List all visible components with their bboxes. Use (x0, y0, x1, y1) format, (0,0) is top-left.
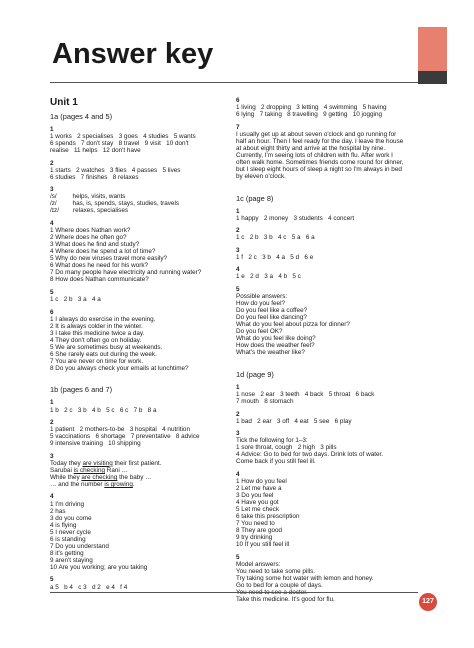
answer-line: 5 We are sometimes busy at weekends. (50, 343, 163, 351)
answer-line: What do you feel about pizza for dinner? (236, 321, 350, 329)
answer-line: at about eight thirty and arrive at the hospital by nine. (236, 144, 386, 152)
section-title: 1a (pages 4 and 5) (50, 112, 113, 121)
answer-line: 3 do you come (50, 514, 92, 522)
exercise (50, 160, 234, 181)
exercise (50, 186, 234, 214)
answer-line: While they are checking the baby … (50, 473, 152, 481)
exercise-number: 3 (50, 452, 54, 460)
underlined-phrase: are checking (81, 473, 118, 481)
exercise-number: 1 (236, 207, 240, 215)
answer-line: 8 They are good (236, 527, 283, 535)
answer-line: You need to take some pills. (236, 567, 316, 575)
answer-line: 7 You are never on time for work. (50, 357, 144, 365)
answer-line: 6 spends 7 don't stay 8 travel 9 visit 10 don't (50, 140, 189, 148)
exercise (50, 289, 234, 303)
exercise-number: 1 (50, 399, 54, 407)
section (50, 112, 234, 385)
exercise-number: 4 (50, 220, 54, 228)
answer-line: 6 studies 7 finishes 8 relaxes (50, 173, 139, 181)
answer-line: 9 try drinking (236, 534, 273, 542)
answer-line: 1 f 2 c 3 b 4 a 5 d 6 e (236, 253, 314, 261)
answer-line: 7 You need to (236, 520, 275, 528)
answer-line: 7 Do you understand (50, 542, 109, 550)
answer-line: 2 Let me have a (236, 484, 282, 492)
answer-line: 1 nose 2 ear 3 teeth 4 back 5 throat 6 back (236, 390, 375, 398)
answer-line: 1 patient 2 mothers-to-be 3 hospital 4 nutrition (50, 426, 190, 434)
answer-line: Currently, I'm seeing lots of children with flu. After work I (236, 151, 393, 159)
answer-line: Today they are visiting their first patient. (50, 459, 162, 467)
answer-line: 5 vaccinations 6 shortage 7 preventative 8 advice (50, 433, 200, 441)
answer-line: /ɪz/ relaxes, specialises (50, 207, 129, 215)
exercise (236, 124, 416, 180)
answer-line: What's the weather like? (236, 349, 305, 357)
exercise-number: 4 (50, 493, 54, 501)
section-spacer (236, 362, 416, 370)
exercise-number: 5 (50, 576, 54, 584)
underlined-phrase: is checking (73, 466, 106, 474)
answer-line: 4 Have you got (236, 499, 279, 507)
answer-line: 1 starts 2 watches 3 flies 4 passes 5 lives (50, 166, 181, 174)
right-column (236, 97, 416, 617)
exercise (50, 126, 234, 154)
answer-line: 7 Do many people have electricity and running water? (50, 269, 202, 277)
answer-line: 9 intensive training 10 shipping (50, 440, 141, 448)
exercise-number: 4 (236, 470, 240, 478)
exercise (236, 471, 416, 549)
answer-line: 8 How does Nathan communicate? (50, 276, 149, 284)
underlined-phrase: are visiting (82, 459, 113, 467)
answer-line: but I sleep eight hours of sleep a night so I'm always in bed (236, 165, 402, 173)
answer-line: 4 They don't often go on holiday. (50, 336, 142, 344)
exercise-number: 3 (236, 246, 240, 254)
answer-line: 9 aren't staying (50, 556, 93, 564)
exercise (50, 419, 234, 447)
exercise (236, 286, 416, 356)
answer-line: by eleven o'clock. (236, 172, 286, 180)
exercise-number: 1 (50, 126, 54, 133)
exercise-number: 3 (50, 186, 54, 194)
exercise (50, 220, 234, 283)
exercise (50, 399, 234, 413)
answer-line: Try taking some hot water with lemon and honey. (236, 574, 374, 582)
answer-line: How do you feel? (236, 299, 286, 307)
answer-line: 1 I'm driving (50, 500, 84, 508)
answer-line: 2 Where does he often go? (50, 234, 127, 242)
answer-line: 5 Why do new viruses travel more easily? (50, 255, 168, 263)
answer-line: 1 c 2 b 3 b 4 c 5 a 6 a (236, 234, 315, 242)
exercise (236, 554, 416, 603)
exercise (236, 430, 416, 465)
exercise-number: 2 (50, 419, 54, 427)
answer-line: 1 living 2 dropping 3 letting 4 swimming 5 having (236, 104, 387, 112)
answer-line: 1 Where does Nathan work? (50, 227, 131, 235)
answer-line: 5 Let me check (236, 506, 280, 514)
unit-title: Unit 1 (50, 97, 78, 108)
answer-line: realise 11 helps 12 don't have (50, 147, 141, 155)
exercise (236, 97, 416, 118)
answer-line: 1 I always do exercise in the evening. (50, 315, 156, 323)
section (236, 370, 416, 617)
exercise-number: 4 (236, 266, 240, 274)
exercise (236, 208, 416, 222)
answer-line: I usually get up at about seven o'clock and go running for (236, 130, 397, 138)
answer-line: often walk home. Sometimes friends come round for dinner, (236, 158, 404, 166)
answer-line: a 5 b 4 c 3 d 2 e 4 f 4 (50, 583, 128, 591)
exercise-number: 5 (236, 285, 240, 293)
header-divider (50, 82, 418, 83)
section-spacer (236, 186, 416, 194)
section-spacer (50, 377, 234, 385)
answer-line: half an hour. Then I feel ready for the day. I leave the house (236, 137, 404, 145)
exercise-number: 2 (50, 159, 54, 167)
answer-line: 6 is standing (50, 535, 86, 543)
answer-line: 6 take this prescription (236, 513, 300, 521)
answer-line: 6 lying 7 taking 8 travelling 9 getting 10 jogging (236, 111, 382, 119)
answer-line: 3 What does he find and study? (50, 241, 140, 249)
exercise-number: 3 (236, 430, 240, 438)
exercise-number: 6 (50, 308, 54, 316)
answer-line: Do you feel OK? (236, 328, 283, 336)
answer-line: Sarubai is checking Rani … (50, 466, 128, 474)
exercise-number: 2 (236, 410, 240, 418)
exercise-number: 1 (236, 383, 240, 391)
answer-line: … and the number is growing. (50, 480, 135, 488)
answer-line: Model answers: (236, 560, 281, 568)
section (50, 385, 234, 604)
header-accent-tab-dark (418, 71, 447, 84)
answer-line: 1 works 2 specialises 3 goes 4 studies 5 wants (50, 133, 196, 141)
answer-line: Do you feel like a coffee? (236, 307, 308, 315)
answer-line: 8 it's getting (50, 549, 84, 557)
answer-line: 1 b 2 c 3 b 4 b 5 c 6 c 7 b 8 a (50, 406, 157, 414)
answer-line: 2 has (50, 507, 66, 515)
answer-line: /s/ helps, visits, wants (50, 193, 126, 201)
answer-line: 2 It is always colder in the winter. (50, 322, 143, 330)
page-number-badge: 127 (419, 593, 437, 611)
exercise-number: 6 (236, 97, 240, 104)
answer-line: 3 I take this medicine twice a day. (50, 329, 145, 337)
section (236, 194, 416, 370)
section (236, 97, 416, 194)
answer-line: 1 c 2 b 3 a 4 a (50, 295, 101, 303)
page-title: Answer key (52, 38, 214, 70)
section-title: 1c (page 8) (236, 193, 274, 203)
answer-line: Come back if you still feel ill. (236, 458, 316, 466)
section-spacer (50, 596, 234, 604)
exercise (236, 227, 416, 241)
exercise (236, 384, 416, 405)
answer-line: Tick the following for 1–3: (236, 437, 308, 445)
section-title: 1d (page 9) (236, 369, 274, 379)
exercise-number: 7 (236, 123, 240, 131)
exercise (236, 266, 416, 280)
answer-line: 6 She rarely eats out during the week. (50, 350, 157, 358)
exercise (50, 493, 234, 571)
exercise (236, 247, 416, 261)
answer-line: 1 sore throat, cough 2 high 3 pills (236, 444, 337, 452)
section-title: 1b (pages 6 and 7) (50, 385, 113, 395)
answer-line: What do you feel like doing? (236, 335, 316, 343)
answer-line: 4 Where does he spend a lot of time? (50, 248, 156, 256)
exercise (50, 576, 234, 590)
exercise-number: 5 (236, 553, 240, 561)
answer-line: 1 happy 2 money 3 students 4 concert (236, 214, 355, 222)
answer-line: 3 Do you feel (236, 491, 274, 499)
footer-divider (50, 592, 418, 593)
answer-line: Do you feel like dancing? (236, 314, 307, 322)
exercise (50, 309, 234, 372)
answer-line: 6 What does he need for his work? (50, 262, 149, 270)
answer-line: 1 bad 2 ear 3 off 4 eat 5 see 6 play (236, 417, 352, 425)
underlined-phrase: is growing (104, 480, 133, 488)
answer-line: 8 Do you always check your emails at lunchtime? (50, 364, 189, 372)
header-accent-tab (418, 27, 447, 71)
answer-line: 5 I never cycle (50, 528, 91, 536)
answer-line: 10 Are you working; are you taking (50, 563, 148, 571)
exercise-number: 2 (236, 227, 240, 235)
left-column (50, 97, 234, 604)
answer-line: 10 If you still feel ill (236, 541, 290, 549)
exercise (50, 453, 234, 488)
section-spacer (236, 609, 416, 617)
answer-line: Possible answers: (236, 292, 288, 300)
answer-line: 4 Advice: Go to bed for two days. Drink lots of water. (236, 451, 384, 459)
answer-line: 4 is flying (50, 521, 77, 529)
answer-line: 1 How do you feel (236, 477, 287, 485)
answer-line: Take this medicine. It's good for flu. (236, 596, 335, 604)
answer-line: How does the weather feel? (236, 342, 315, 350)
exercise-number: 5 (50, 288, 54, 296)
answer-line: 7 mouth 8 stomach (236, 397, 294, 405)
answer-line: Go to bed for a couple of days. (236, 582, 323, 590)
answer-line: 1 e 2 d 3 a 4 b 5 c (236, 273, 301, 281)
answer-line: /z/ has, is, spends, stays, studies, travels (50, 200, 180, 208)
exercise (236, 411, 416, 425)
